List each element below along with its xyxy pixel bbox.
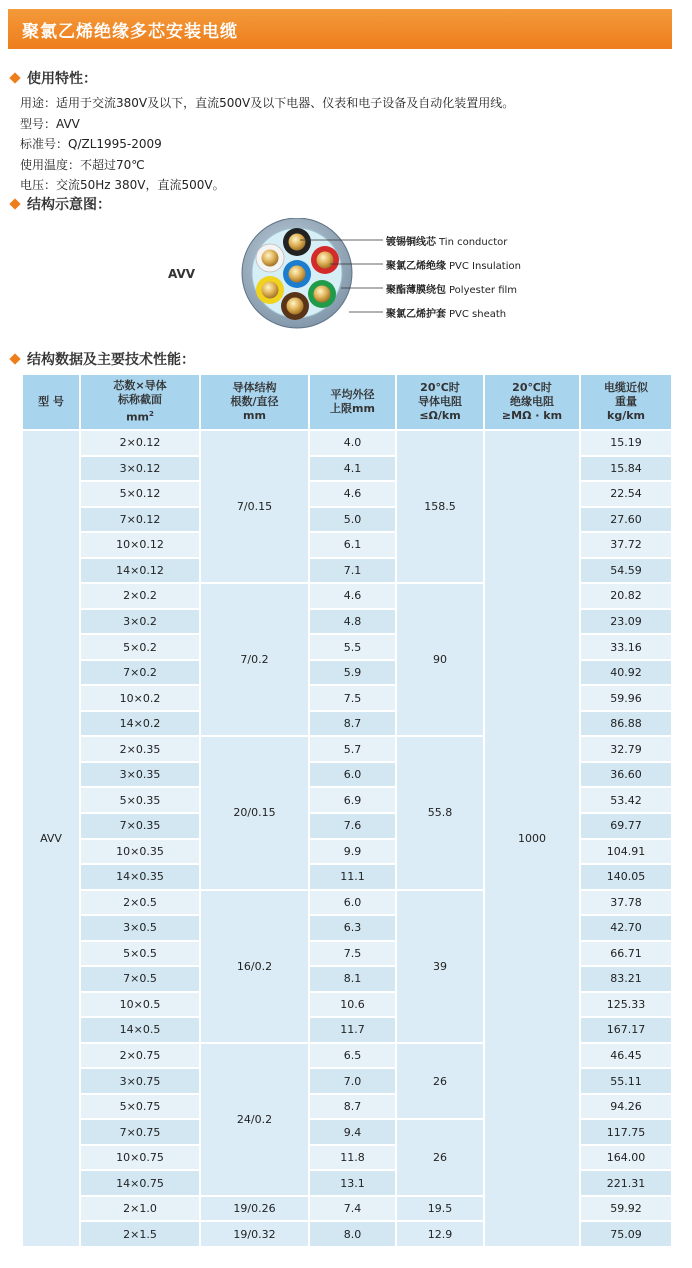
cell-weight: 46.45 (581, 1044, 671, 1068)
cell-size: 3×0.5 (81, 916, 199, 940)
cell-outer-diameter: 5.9 (310, 661, 395, 685)
cell-weight: 221.31 (581, 1171, 671, 1195)
diamond-bullet-icon (9, 198, 20, 209)
features-list (20, 93, 514, 196)
diamond-bullet-icon (9, 353, 20, 364)
spec-table (21, 373, 673, 1248)
cell-weight: 104.91 (581, 840, 671, 864)
cell-size: 3×0.2 (81, 610, 199, 634)
cell-weight: 164.00 (581, 1146, 671, 1170)
cell-weight: 53.42 (581, 788, 671, 812)
table-row (23, 431, 671, 455)
header-conductor: 导体结构 根数/直径 mm (201, 375, 308, 429)
cell-size: 14×0.75 (81, 1171, 199, 1195)
core-yellow (256, 276, 284, 304)
cell-size: 3×0.75 (81, 1069, 199, 1093)
cell-weight: 94.26 (581, 1095, 671, 1119)
cell-outer-diameter: 7.5 (310, 942, 395, 966)
callout-cn: 聚氯乙烯护套 (386, 309, 446, 320)
callout-cn: 聚酯薄膜绕包 (386, 285, 446, 296)
cell-weight: 83.21 (581, 967, 671, 991)
cell-outer-diameter: 9.4 (310, 1120, 395, 1144)
callout-cn: 镀锡铜线芯 (386, 237, 436, 248)
cell-size: 3×0.35 (81, 763, 199, 787)
cell-size: 10×0.2 (81, 686, 199, 710)
cell-resistance: 12.9 (397, 1222, 483, 1246)
cell-outer-diameter: 8.1 (310, 967, 395, 991)
cell-size: 14×0.35 (81, 865, 199, 889)
cell-conductor: 24/0.2 (201, 1044, 308, 1195)
cell-size: 7×0.12 (81, 508, 199, 532)
cell-weight: 40.92 (581, 661, 671, 685)
cell-outer-diameter: 6.0 (310, 763, 395, 787)
cell-outer-diameter: 4.6 (310, 482, 395, 506)
cell-size: 7×0.75 (81, 1120, 199, 1144)
cell-size: 7×0.2 (81, 661, 199, 685)
diagram-model-label: AVV (168, 267, 196, 281)
cell-weight: 140.05 (581, 865, 671, 889)
header-outer-diameter: 平均外径 上限mm (310, 375, 395, 429)
cell-model: AVV (23, 431, 79, 1246)
structure-heading (8, 194, 111, 214)
structure-diagram (0, 218, 692, 338)
cell-size: 2×0.75 (81, 1044, 199, 1068)
cell-conductor: 7/0.2 (201, 584, 308, 735)
cell-size: 2×1.0 (81, 1197, 199, 1221)
cell-conductor: 19/0.26 (201, 1197, 308, 1221)
callout-sheath (386, 305, 506, 320)
feature-usage: 用途：适用于交流380V及以下，直流500V及以下电器、仪表和电子设备及自动化装置用线。 (20, 96, 515, 110)
core-blue (283, 260, 311, 288)
cable-cross-section-icon (0, 218, 692, 338)
page-title: 聚氯乙烯绝缘多芯安装电缆 (22, 21, 238, 42)
cell-weight: 23.09 (581, 610, 671, 634)
cell-outer-diameter: 8.7 (310, 712, 395, 736)
cell-weight: 20.82 (581, 584, 671, 608)
cell-weight: 37.72 (581, 533, 671, 557)
callout-en: PVC sheath (449, 309, 507, 320)
cell-outer-diameter: 8.7 (310, 1095, 395, 1119)
cell-weight: 59.96 (581, 686, 671, 710)
callout-cn: 聚氯乙烯绝缘 (386, 261, 446, 272)
cell-resistance: 39 (397, 891, 483, 1042)
header-model: 型 号 (23, 375, 79, 429)
cell-weight: 15.84 (581, 457, 671, 481)
cell-conductor: 20/0.15 (201, 737, 308, 888)
spec-heading (8, 349, 195, 369)
cell-size: 10×0.12 (81, 533, 199, 557)
cell-size: 5×0.2 (81, 635, 199, 659)
cell-weight: 59.92 (581, 1197, 671, 1221)
cell-outer-diameter: 5.0 (310, 508, 395, 532)
callout-en: Polyester film (449, 285, 518, 296)
cell-size: 5×0.35 (81, 788, 199, 812)
cell-size: 7×0.5 (81, 967, 199, 991)
header-resistance: 20℃时 导体电阻 ≤Ω/km (397, 375, 483, 429)
cell-weight: 75.09 (581, 1222, 671, 1246)
cell-outer-diameter: 7.1 (310, 559, 395, 583)
cell-conductor: 7/0.15 (201, 431, 308, 582)
spec-table-body (23, 431, 671, 1246)
diamond-bullet-icon (9, 72, 20, 83)
cell-conductor: 16/0.2 (201, 891, 308, 1042)
cell-outer-diameter: 8.0 (310, 1222, 395, 1246)
cell-outer-diameter: 6.5 (310, 1044, 395, 1068)
cell-outer-diameter: 4.1 (310, 457, 395, 481)
cell-outer-diameter: 6.0 (310, 891, 395, 915)
header-insulation: 20℃时 绝缘电阻 ≥MΩ · km (485, 375, 579, 429)
cell-size: 14×0.2 (81, 712, 199, 736)
cell-weight: 66.71 (581, 942, 671, 966)
cell-outer-diameter: 5.7 (310, 737, 395, 761)
cell-weight: 86.88 (581, 712, 671, 736)
feature-voltage: 电压：交流50Hz 380V，直流500V。 (20, 178, 225, 192)
cell-size: 5×0.5 (81, 942, 199, 966)
features-heading-text: 使用特性： (27, 71, 97, 87)
cell-weight: 33.16 (581, 635, 671, 659)
cell-size: 5×0.12 (81, 482, 199, 506)
cell-weight: 22.54 (581, 482, 671, 506)
callout-en: PVC Insulation (449, 261, 521, 272)
cell-size: 14×0.12 (81, 559, 199, 583)
callout-insulation (386, 257, 521, 272)
title-bar (8, 9, 672, 49)
core-green (308, 280, 336, 308)
cell-outer-diameter: 4.8 (310, 610, 395, 634)
cell-size: 2×0.12 (81, 431, 199, 455)
cell-weight: 117.75 (581, 1120, 671, 1144)
callout-en: Tin conductor (439, 237, 508, 248)
cell-outer-diameter: 10.6 (310, 993, 395, 1017)
cell-size: 2×0.35 (81, 737, 199, 761)
cell-outer-diameter: 11.7 (310, 1018, 395, 1042)
cell-outer-diameter: 4.6 (310, 584, 395, 608)
cell-outer-diameter: 4.0 (310, 431, 395, 455)
cell-outer-diameter: 11.1 (310, 865, 395, 889)
cell-resistance: 158.5 (397, 431, 483, 582)
cell-outer-diameter: 6.3 (310, 916, 395, 940)
core-brown (281, 292, 309, 320)
cell-conductor: 19/0.32 (201, 1222, 308, 1246)
core-red (311, 246, 339, 274)
cell-outer-diameter: 5.5 (310, 635, 395, 659)
cell-outer-diameter: 7.6 (310, 814, 395, 838)
cell-insulation: 1000 (485, 431, 579, 1246)
structure-heading-text: 结构示意图： (27, 197, 111, 213)
feature-temperature: 使用温度：不超过70℃ (20, 157, 145, 172)
cell-weight: 125.33 (581, 993, 671, 1017)
cell-resistance: 55.8 (397, 737, 483, 888)
cell-size: 3×0.12 (81, 457, 199, 481)
cell-resistance: 26 (397, 1120, 483, 1195)
cell-size: 14×0.5 (81, 1018, 199, 1042)
cell-size: 10×0.5 (81, 993, 199, 1017)
callout-film (386, 281, 517, 296)
cell-outer-diameter: 13.1 (310, 1171, 395, 1195)
cell-weight: 167.17 (581, 1018, 671, 1042)
cell-outer-diameter: 7.4 (310, 1197, 395, 1221)
cell-outer-diameter: 11.8 (310, 1146, 395, 1170)
spec-heading-text: 结构数据及主要技术性能： (27, 352, 195, 368)
cell-outer-diameter: 7.5 (310, 686, 395, 710)
cell-outer-diameter: 7.0 (310, 1069, 395, 1093)
features-heading (8, 68, 97, 88)
cell-size: 7×0.35 (81, 814, 199, 838)
header-cores: 芯数×导体 标称截面 $mm^2$ (81, 375, 199, 429)
feature-model: 型号：AVV (20, 116, 80, 131)
cell-weight: 69.77 (581, 814, 671, 838)
cell-resistance: 90 (397, 584, 483, 735)
cell-weight: 42.70 (581, 916, 671, 940)
cell-outer-diameter: 6.1 (310, 533, 395, 557)
callout-conductor (386, 233, 507, 248)
cell-weight: 37.78 (581, 891, 671, 915)
cell-size: 2×0.5 (81, 891, 199, 915)
cell-weight: 54.59 (581, 559, 671, 583)
cell-resistance: 19.5 (397, 1197, 483, 1221)
core-white (256, 244, 284, 272)
cell-weight: 36.60 (581, 763, 671, 787)
cell-resistance: 26 (397, 1044, 483, 1119)
table-header-row (23, 375, 671, 429)
cell-size: 5×0.75 (81, 1095, 199, 1119)
cell-size: 10×0.75 (81, 1146, 199, 1170)
cell-weight: 55.11 (581, 1069, 671, 1093)
core-black (283, 228, 311, 256)
cell-size: 10×0.35 (81, 840, 199, 864)
cell-weight: 15.19 (581, 431, 671, 455)
cell-outer-diameter: 9.9 (310, 840, 395, 864)
cell-weight: 32.79 (581, 737, 671, 761)
cell-size: 2×0.2 (81, 584, 199, 608)
feature-standard: 标准号：Q/ZL1995-2009 (20, 137, 162, 151)
cell-size: 2×1.5 (81, 1222, 199, 1246)
cell-weight: 27.60 (581, 508, 671, 532)
header-weight: 电缆近似 重量 kg/km (581, 375, 671, 429)
cell-outer-diameter: 6.9 (310, 788, 395, 812)
